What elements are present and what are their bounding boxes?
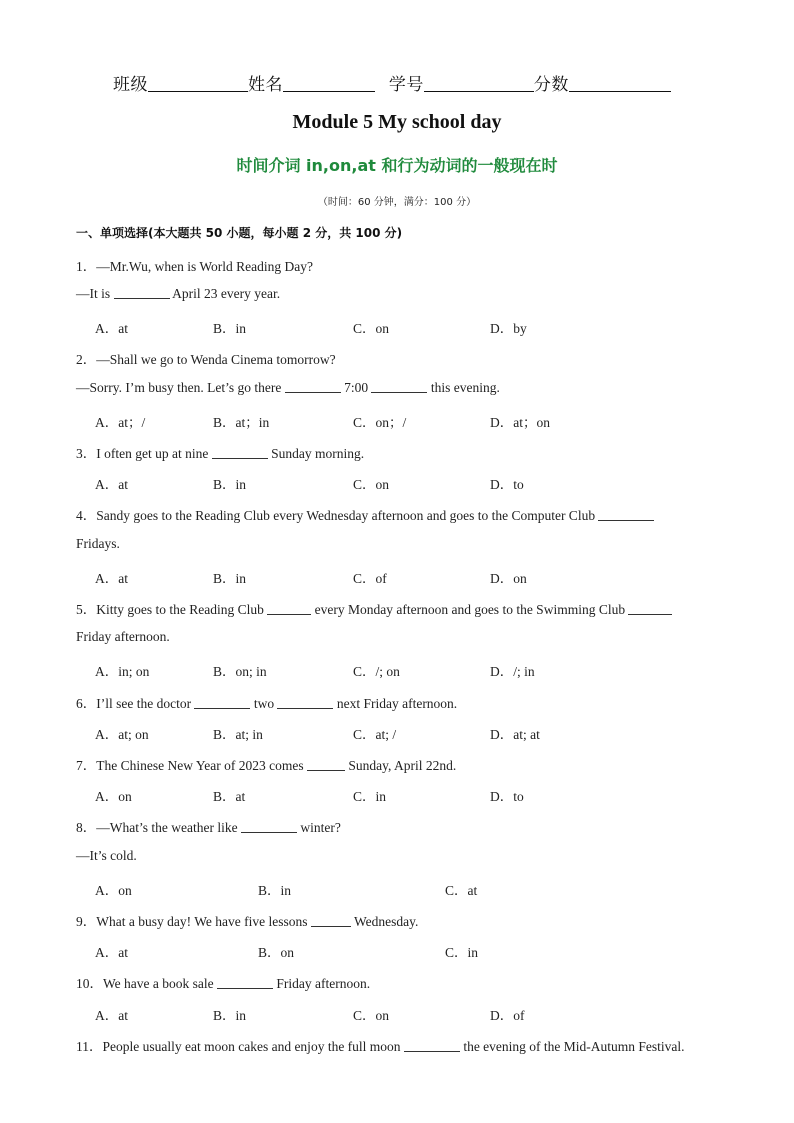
question-4-option-A[interactable]: A．at [95, 571, 128, 586]
question-3-line-1 [76, 442, 364, 462]
question-8-option-A[interactable]: A．on [95, 883, 132, 898]
answer-blank [267, 602, 311, 615]
question-5-line-2 [76, 629, 170, 645]
question-9-option-C[interactable]: C．in [445, 945, 479, 960]
answer-blank [404, 1039, 460, 1052]
question-text: 7:00 [340, 380, 372, 395]
question-7-option-B[interactable]: B．at [213, 789, 246, 804]
question-text: next Friday afternoon. [333, 696, 458, 711]
question-7-option-C[interactable]: C．in [353, 789, 387, 804]
question-5-option-A[interactable]: A．in; on [95, 664, 150, 679]
question-7-line-1 [76, 754, 456, 774]
score-label: 分数 [533, 75, 569, 95]
question-text: 11．People usually eat moon cakes and enjoy the full moon [76, 1039, 404, 1054]
class-blank [148, 75, 248, 92]
question-5-option-C[interactable]: C．/; on [353, 664, 400, 679]
question-9-option-A[interactable]: A．at [95, 945, 128, 960]
question-6-line-1 [76, 692, 457, 712]
question-2-option-C[interactable]: C．on；/ [353, 415, 407, 430]
class-label: 班级 [113, 75, 148, 95]
question-3-option-C[interactable]: C．on [353, 477, 390, 492]
score-blank [569, 75, 671, 92]
timing-note: （时间：60 分钟，满分：100 分） [317, 197, 477, 208]
question-1-option-C[interactable]: C．on [353, 321, 390, 336]
section-heading: 一、单项选择(本大题共 50 小题，每小题 2 分，共 100 分) [76, 226, 403, 240]
question-1-option-B[interactable]: B．in [213, 321, 247, 336]
question-5-option-D[interactable]: D．/; in [490, 664, 535, 679]
question-2-line-2 [76, 380, 500, 396]
question-1-option-A[interactable]: A．at [95, 321, 128, 336]
question-7-option-A[interactable]: A．on [95, 789, 132, 804]
question-10-option-B[interactable]: B．in [213, 1008, 247, 1023]
question-6-option-C[interactable]: C．at; / [353, 727, 397, 742]
answer-blank [194, 696, 250, 709]
name-blank [283, 75, 375, 92]
question-6-option-B[interactable]: B．at; in [213, 727, 263, 742]
question-text: Sunday morning. [267, 446, 365, 461]
question-10-option-D[interactable]: D．of [490, 1008, 525, 1023]
question-1-line-2 [76, 286, 280, 302]
question-text: Fridays. [76, 536, 120, 551]
question-8-line-1 [76, 816, 341, 836]
question-text: winter? [296, 820, 341, 835]
answer-blank [114, 286, 170, 299]
question-text: 6．I’ll see the doctor [76, 696, 195, 711]
question-10-option-A[interactable]: A．at [95, 1008, 128, 1023]
question-text: April 23 every year. [169, 286, 281, 301]
question-text: 7．The Chinese New Year of 2023 comes [76, 758, 307, 773]
question-text: —It is [76, 286, 114, 301]
question-1-option-D[interactable]: D．by [490, 321, 527, 336]
question-text: 4．Sandy goes to the Reading Club every Wednesday afternoon and goes to the Computer Club [76, 508, 599, 523]
question-5-line-1 [76, 598, 672, 618]
question-text: —It’s cold. [76, 848, 137, 863]
number-blank [424, 75, 534, 92]
question-text: 2．—Shall we go to Wenda Cinema tomorrow? [76, 352, 336, 367]
question-10-line-1 [76, 972, 370, 992]
question-11-line-1 [76, 1035, 685, 1055]
question-2-line-1 [76, 348, 336, 368]
question-text: 9．What a busy day! We have five lessons [76, 914, 311, 929]
question-text: 8．—What’s the weather like [76, 820, 241, 835]
question-7-option-D[interactable]: D．to [490, 789, 524, 804]
question-text: two [250, 696, 278, 711]
answer-blank [217, 976, 273, 989]
answer-blank [241, 820, 297, 833]
page-subtitle: 时间介词 in,on,at 和行为动词的一般现在时 [236, 156, 558, 175]
question-3-option-D[interactable]: D．to [490, 477, 524, 492]
question-text: this evening. [427, 380, 500, 395]
question-4-line-2 [76, 536, 120, 552]
question-8-line-2 [76, 848, 137, 864]
question-2-option-B[interactable]: B．at；in [213, 415, 270, 430]
answer-blank [307, 758, 345, 771]
question-4-option-B[interactable]: B．in [213, 571, 247, 586]
question-2-option-A[interactable]: A．at；/ [95, 415, 146, 430]
question-9-option-B[interactable]: B．on [258, 945, 295, 960]
question-9-line-1 [76, 910, 418, 930]
question-text: 1．—Mr.Wu, when is World Reading Day? [76, 259, 313, 274]
question-text: Wednesday. [350, 914, 419, 929]
answer-blank [311, 914, 351, 927]
question-text: Friday afternoon. [76, 629, 170, 644]
question-2-option-D[interactable]: D．at；on [490, 415, 550, 430]
page-title: Module 5 My school day [292, 111, 502, 133]
question-3-option-B[interactable]: B．in [213, 477, 247, 492]
number-label: 学号 [388, 75, 424, 95]
question-text: 5．Kitty goes to the Reading Club [76, 602, 268, 617]
question-text: —Sorry. I’m busy then. Let’s go there [76, 380, 285, 395]
question-6-option-D[interactable]: D．at; at [490, 727, 540, 742]
question-8-option-B[interactable]: B．in [258, 883, 292, 898]
question-text: 10．We have a book sale [76, 976, 217, 991]
question-10-option-C[interactable]: C．on [353, 1008, 390, 1023]
answer-blank [628, 602, 672, 615]
question-5-option-B[interactable]: B．on; in [213, 664, 267, 679]
question-text: 3．I often get up at nine [76, 446, 212, 461]
answer-blank [371, 380, 427, 393]
question-3-option-A[interactable]: A．at [95, 477, 128, 492]
question-8-option-C[interactable]: C．at [445, 883, 478, 898]
question-4-option-C[interactable]: C．of [353, 571, 387, 586]
answer-blank [277, 696, 333, 709]
question-6-option-A[interactable]: A．at; on [95, 727, 149, 742]
student-info-line [113, 70, 713, 95]
question-4-option-D[interactable]: D．on [490, 571, 527, 586]
question-4-line-1 [76, 504, 654, 524]
name-label: 姓名 [248, 75, 283, 95]
question-text: the evening of the Mid-Autumn Festival. [459, 1039, 685, 1054]
question-text: Friday afternoon. [273, 976, 371, 991]
question-1-line-1 [76, 255, 313, 275]
answer-blank [598, 508, 654, 521]
answer-blank [285, 380, 341, 393]
answer-blank [212, 446, 268, 459]
question-text: Sunday, April 22nd. [344, 758, 457, 773]
question-text: every Monday afternoon and goes to the Swimming Club [311, 602, 629, 617]
